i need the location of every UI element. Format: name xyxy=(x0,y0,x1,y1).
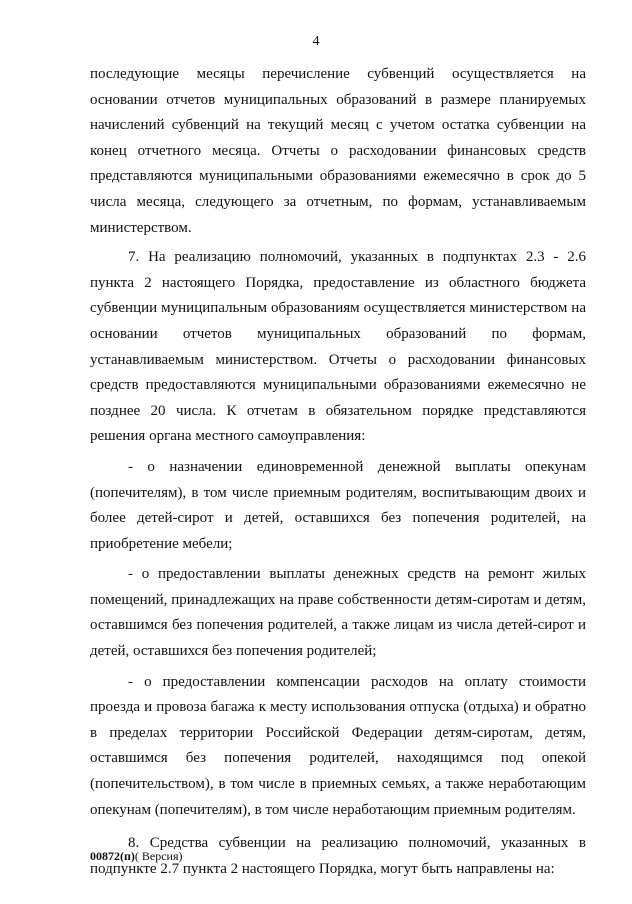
document-body xyxy=(90,62,586,882)
paragraph-item-8: 8. Средства субвенции на реализацию полномочий, указанных в подпункте 2.7 пункта 2 настоящего Порядка, могут быть направлены на: xyxy=(90,835,586,877)
document-code: 00872(п) xyxy=(90,849,135,863)
list-item-repair: - о предоставлении выплаты денежных средств на ремонт жилых помещений, принадлежащих на праве собственности детям-сиротам и детям, оставшимся без попечения родителей, а также лицам из числа детей-сирот и детей, оставшихся без попечения родителей; xyxy=(90,566,586,660)
list-item-travel-compensation: - о предоставлении компенсации расходов на оплату стоимости проезда и провоза багажа к месту использования отпуска (отдыха) и обратно в пределах территории Российской Федерации детям-сиротам, детям, оставшимся без попечения родителей, находящимся под опекой (попечительством), в том числе в приемных семьях, а также неработающим опекунам (попечителям), в том числе неработающим приемным родителям. xyxy=(90,673,586,818)
page-number: 4 xyxy=(312,34,320,49)
list-item-furniture: - о назначении единовременной денежной выплаты опекунам (попечителям), в том числе приемным родителям, воспитывающим двоих и более детей-сирот и детей, оставшихся без попечения родителей, на приобретение мебели; xyxy=(90,458,586,552)
paragraph-continuation: последующие месяцы перечисление субвенций осуществляется на основании отчетов муниципальных образований в размере планируемых начислений субвенций на текущий месяц с учетом остатка субвенции на конец отчетного месяца. Отчеты о расходовании финансовых средств представляются муниципальными образованиями ежемесячно в срок до 5 числа месяца, следующего за отчетным, по формам, устанавливаемым министерством. xyxy=(90,66,586,236)
document-footer xyxy=(90,849,183,864)
paragraph-item-7: 7. На реализацию полномочий, указанных в подпунктах 2.3 - 2.6 пункта 2 настоящего Порядка, предоставление из областного бюджета субвенции муниципальным образованиям осуществляется министерством на основании отчетов муниципальных образований по формам, устанавливаемым министерством. Отчеты о расходовании финансовых средств предоставляются муниципальными образованиями ежемесячно не позднее 20 числа. К отчетам в обязательном порядке представляются решения органа местного самоуправления: xyxy=(90,249,586,445)
document-version: ( Версия) xyxy=(134,849,183,863)
